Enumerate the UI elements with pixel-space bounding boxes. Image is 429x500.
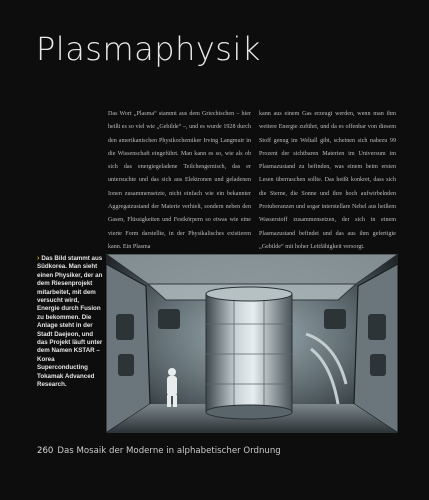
page-number: 260 xyxy=(37,446,54,456)
page-footer xyxy=(37,446,281,456)
tokamak-illustration xyxy=(106,254,398,433)
caption-marker-icon: › xyxy=(37,255,40,262)
caption-text: Das Bild stammt aus Südkorea. Man sieht einen Physiker, der an dem Riesenprojekt mitarbeitet, mit dem versucht wird, Energie durch Fusion zu bekommen. Die Anlage steht in der Stadt Daejeon, und das Projekt läuft unter dem Namen KSTAR – Korea Superconducting Tokamak Advanced Research. xyxy=(37,255,103,389)
body-column-right: kann aus einem Gas erzeugt werden, wenn man ihm weitere Energie zuführt, und da es offenbar von diesem Stoff genug im Weltall gibt, scheinen sich nahezu 99 Prozent der sichtbaren Materien im Universum im Plasmazustand zu befinden, was einem beim ersten Lesen überraschen sollte. Das heißt konkret, dass sich die Sterne, die Sonne und ihre hoch aufwirbelnden Protuberanzen und sogar interstellare Nebel aus heißem Wasserstoff zusammensetzen, der sich in einem Plasmazustand befindet und das aus ihm gefertigte „Gebilde“ mit hoher Leitfähigkeit versorgt. xyxy=(259,111,396,250)
running-footer: Das Mosaik der Moderne in alphabetischer Ordnung xyxy=(57,446,281,456)
photo-caption xyxy=(37,255,103,390)
page-title: Plasmaphysik xyxy=(36,30,261,68)
body-column-left: Das Wort „Plasma“ stammt aus dem Griechischen – hier heißt es so viel wie „Gebilde“ –, und es wurde 1928 durch den amerikanischen Physikochemiker Irving Langmuir in die Wissenschaft eingeführt. Man kann es so, wie als ob sich das energiegeladene Teilchengemisch, das er untersuchte und das sich aus Elektronen und geladenen Ionen zusammensetzte, nicht einfach wie ein bekannter Aggregatzustand der Materie verhielt, sondern neben den Gasen, Flüssigkeiten und Festkörpern so etwas wie eine vierte Form darstellte, in der Physikalisches existieren kann. Ein Plasma xyxy=(108,111,251,250)
tokamak-photo xyxy=(106,254,398,433)
